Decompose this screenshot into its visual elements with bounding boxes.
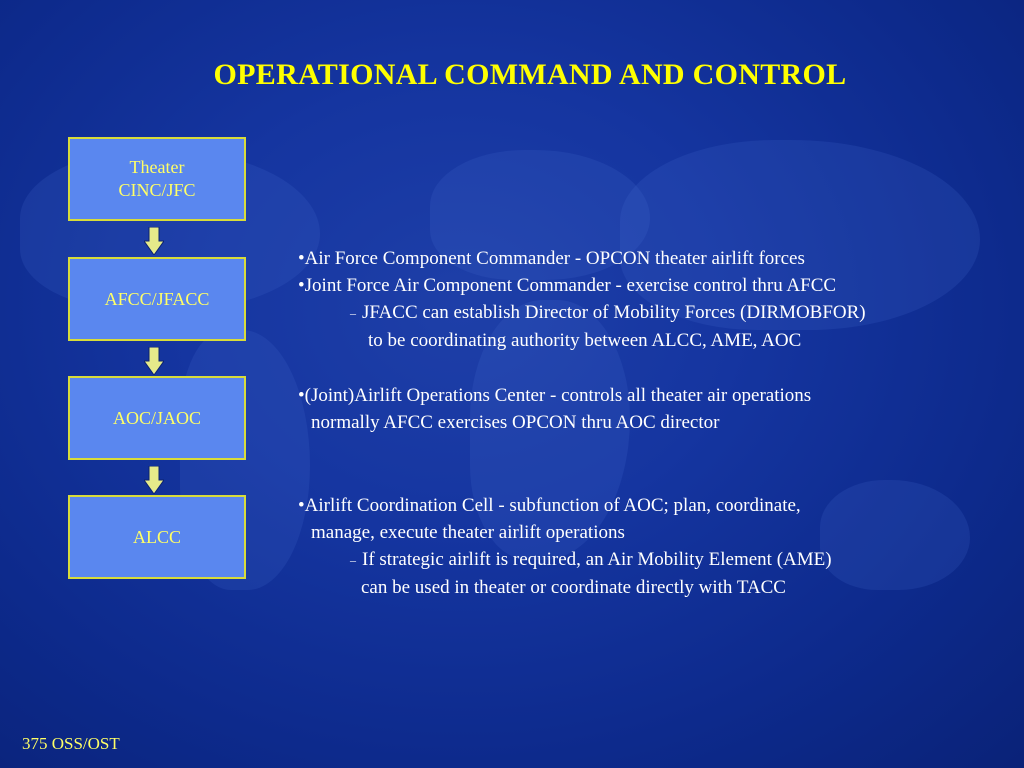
down-arrow-icon [144, 466, 164, 494]
footer-label: 375 OSS/OST [22, 734, 120, 753]
down-arrow-icon [144, 347, 164, 375]
flow-box-label: ALCC [132, 526, 181, 547]
flow-box-label: Theater CINC/JFC [118, 157, 196, 200]
bullet-line: •Air Force Component Commander - OPCON theater airlift forces [298, 248, 805, 269]
flow-box-theater [68, 137, 246, 221]
down-arrow-icon [144, 227, 164, 255]
sub-bullet-continuation: can be used in theater or coordinate directly with TACC [361, 577, 786, 599]
sub-bullet-continuation: to be coordinating authority between ALCC, AME, AOC [368, 330, 802, 352]
bullet-line: •Joint Force Air Component Commander - exercise control thru AFCC [298, 275, 837, 296]
dash-bullet-icon: – [350, 553, 356, 568]
flow-box-afcc [68, 257, 246, 341]
bullet-line: •(Joint)Airlift Operations Center - controls all theater air operations [298, 385, 812, 406]
sub-bullet-line [298, 546, 832, 574]
flow-box-aoc [68, 376, 246, 460]
sub-bullet-text: JFACC can establish Director of Mobility Forces (DIRMOBFOR) [362, 302, 866, 323]
bullet-continuation: normally AFCC exercises OPCON thru AOC director [311, 412, 720, 433]
flow-box-label: AOC/JAOC [112, 407, 201, 428]
flow-box-label: AFCC/JFACC [104, 288, 210, 309]
sub-bullet-text: If strategic airlift is required, an Air Mobility Element (AME) [362, 549, 832, 570]
bullet-continuation: manage, execute theater airlift operations [311, 522, 625, 543]
bullet-block-alcc [298, 492, 832, 601]
dash-bullet-icon: – [350, 306, 356, 321]
flow-box-alcc [68, 495, 246, 579]
bullet-line: •Airlift Coordination Cell - subfunction of AOC; plan, coordinate, [298, 495, 801, 516]
world-map-shape [820, 480, 970, 590]
bullet-block-afcc [298, 245, 866, 354]
sub-bullet-line [298, 299, 866, 327]
bullet-block-aoc [298, 382, 811, 436]
page-title: OPERATIONAL COMMAND AND CONTROL [213, 58, 847, 91]
